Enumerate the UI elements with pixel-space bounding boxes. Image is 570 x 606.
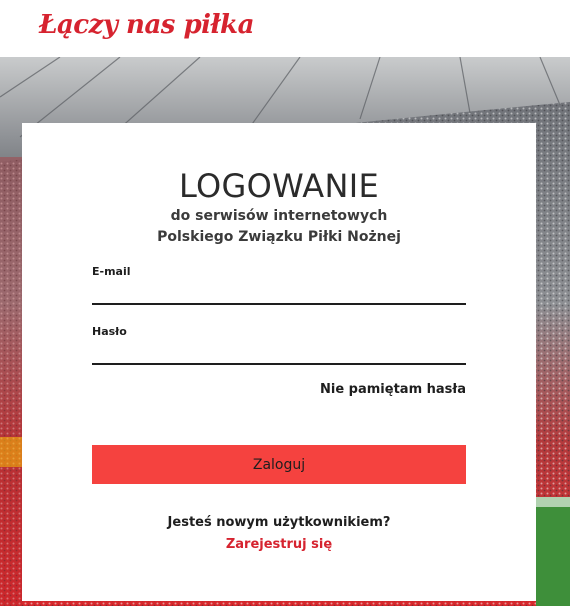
password-field[interactable] [92,339,466,365]
new-user-text: Jesteś nowym użytkownikiem? [167,515,391,530]
forgot-password-link[interactable]: Nie pamiętam hasła [320,382,466,397]
subtitle-line-2: Polskiego Związku Piłki Nożnej [157,229,401,245]
login-button[interactable]: Zaloguj [92,445,466,484]
subtitle [22,206,536,248]
logo[interactable]: Łączy nas piłka [39,10,254,40]
top-bar [0,0,570,57]
register-link[interactable]: Zarejestruj się [225,537,333,552]
subtitle-line-1: do serwisów internetowych [170,208,388,224]
login-card [22,123,536,601]
email-field[interactable] [92,279,466,305]
password-label: Hasło [92,325,127,338]
page-title: LOGOWANIE [179,167,379,205]
email-label: E-mail [92,265,131,278]
